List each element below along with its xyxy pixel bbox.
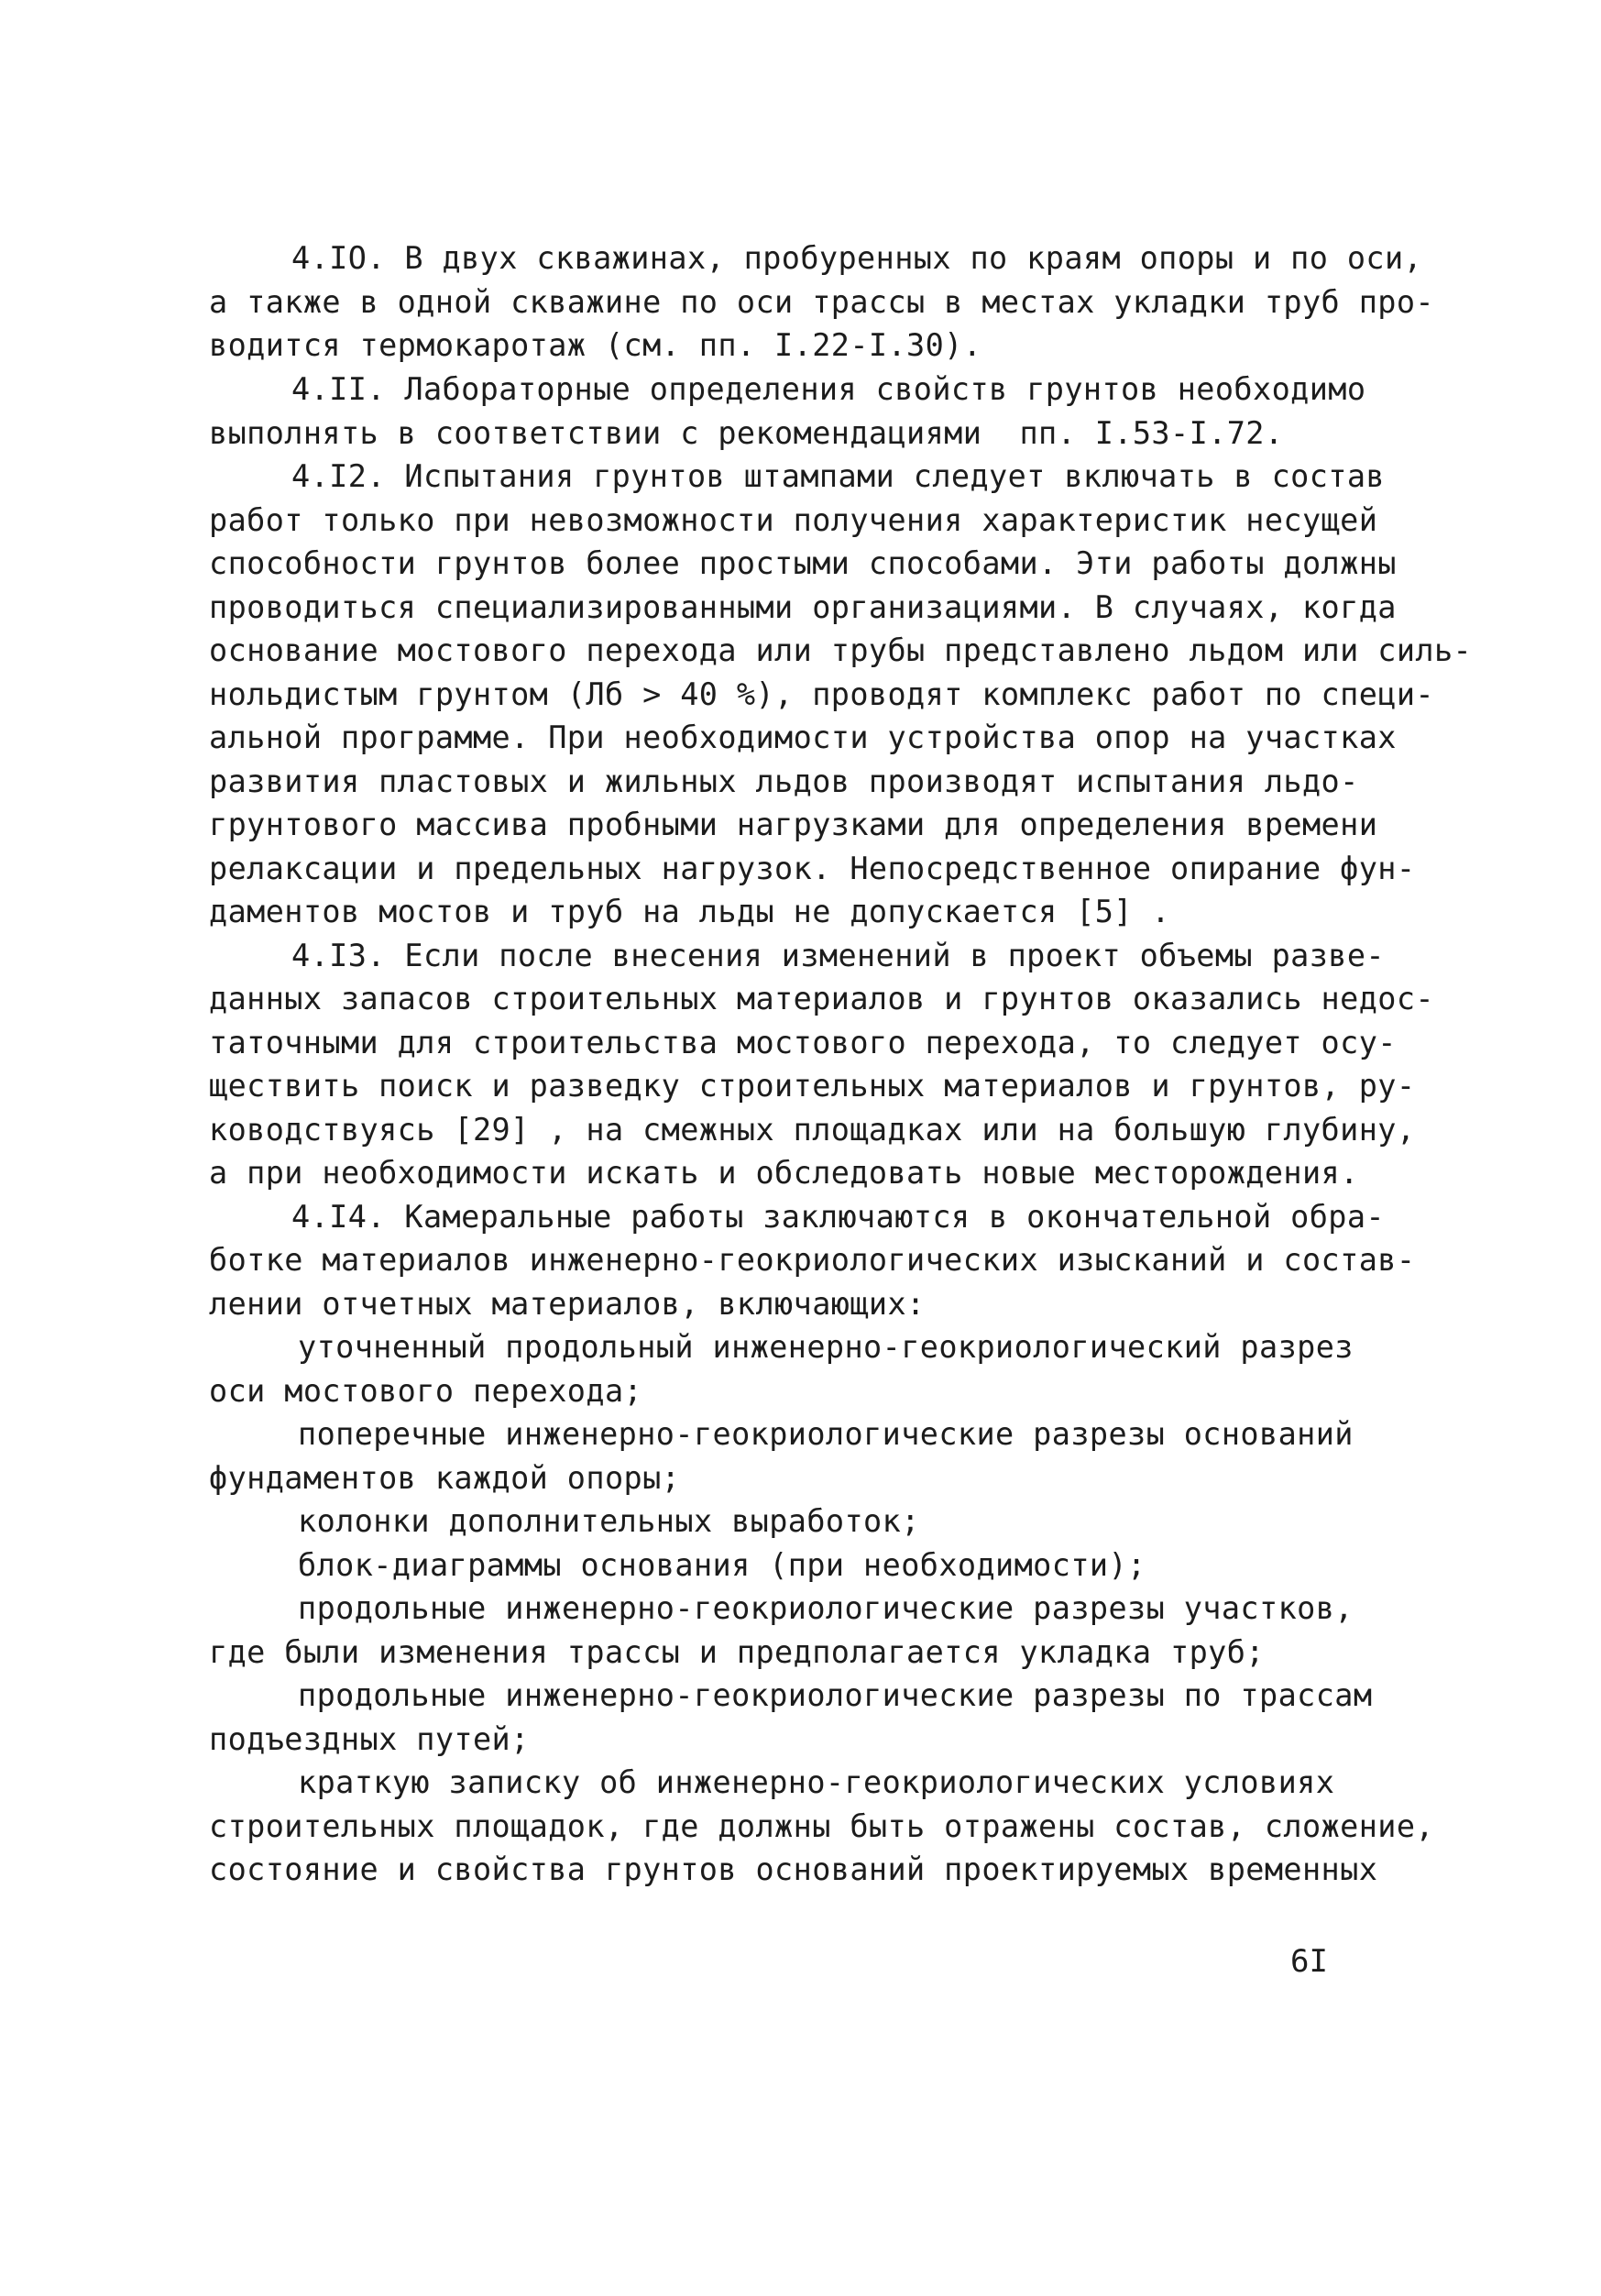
list-item-line: строительных площадок, где должны быть отражены состав, сложение, (209, 1808, 1434, 1844)
text-line: способности грунтов более простыми способами. Эти работы должны (209, 545, 1397, 581)
text-line: 4.II. Лабораторные определения свойств грунтов необходимо (291, 371, 1366, 407)
list-item-line: продольные инженерно-геокриологические разрезы участков, (298, 1590, 1354, 1626)
text-line: ществить поиск и разведку строительных материалов и грунтов, ру- (209, 1068, 1416, 1104)
text-line: 4.I2. Испытания грунтов штампами следует включать в состав (291, 458, 1385, 494)
text-line: выполнять в соответствии с рекомендациями пп. I.53-I.72. (209, 415, 1284, 451)
text-line: даментов мостов и труб на льды не допускается [5] . (209, 894, 1171, 929)
text-line: 4.I3. Если после внесения изменений в проект объемы разве- (291, 938, 1385, 973)
list-item-line: где были изменения трассы и предполагается укладка труб; (209, 1634, 1265, 1670)
text-line: 4.I4. Камеральные работы заключаются в окончательной обра- (291, 1199, 1385, 1235)
page-number: 6I (1290, 1943, 1328, 1980)
text-line: работ только при невозможности получения характеристик несущей (209, 502, 1378, 538)
text-line: таточными для строительства мостового перехода, то следует осу- (209, 1025, 1397, 1060)
list-item-line: фундаментов каждой опоры; (209, 1460, 681, 1496)
text-line: грунтового массива пробными нагрузками для определения времени (209, 807, 1378, 842)
list-item-line: подъездных путей; (209, 1721, 530, 1757)
list-item-line: блок-диаграммы основания (при необходимости); (298, 1547, 1146, 1583)
list-item-line: колонки дополнительных выработок; (298, 1503, 920, 1539)
text-line: развития пластовых и жильных льдов производят испытания льдо- (209, 764, 1359, 799)
text-line: 4.IO. В двух скважинах, пробуренных по краям опоры и по оси, (291, 240, 1423, 276)
text-line: а при необходимости искать и обследовать новые месторождения. (209, 1155, 1359, 1191)
list-item-line: уточненный продольный инженерно-геокриологический разрез (298, 1329, 1354, 1365)
text-line: релаксации и предельных нагрузок. Непосредственное опирание фун- (209, 851, 1416, 886)
text-line: лении отчетных материалов, включающих: (209, 1286, 926, 1322)
text-line: проводиться специализированными организациями. В случаях, когда (209, 589, 1397, 625)
list-item-line: продольные инженерно-геокриологические разрезы по трассам (298, 1677, 1373, 1713)
text-line: ботке материалов инженерно-геокриологических изысканий и состав- (209, 1242, 1416, 1278)
list-item-line: поперечные инженерно-геокриологические разрезы оснований (298, 1416, 1354, 1452)
text-line: основание мостового перехода или трубы представлено льдом или силь- (209, 632, 1473, 668)
text-line: ководствуясь [29] , на смежных площадках или на большую глубину, (209, 1112, 1416, 1148)
text-line: альной программе. При необходимости устройства опор на участках (209, 720, 1397, 755)
list-item-line: краткую записку об инженерно-геокриологических условиях (298, 1764, 1335, 1800)
text-line: нольдистым грунтом (Лб > 40 %), проводят комплекс работ по специ- (209, 676, 1434, 712)
list-item-line: оси мостового перехода; (209, 1373, 643, 1409)
text-line: водится термокаротаж (см. пп. I.22-I.30). (209, 327, 982, 363)
text-line: данных запасов строительных материалов и грунтов оказались недос- (209, 981, 1434, 1016)
text-line: а также в одной скважине по оси трассы в местах укладки труб про- (209, 284, 1434, 320)
list-item-line: состояние и свойства грунтов оснований проектируемых временных (209, 1851, 1378, 1887)
